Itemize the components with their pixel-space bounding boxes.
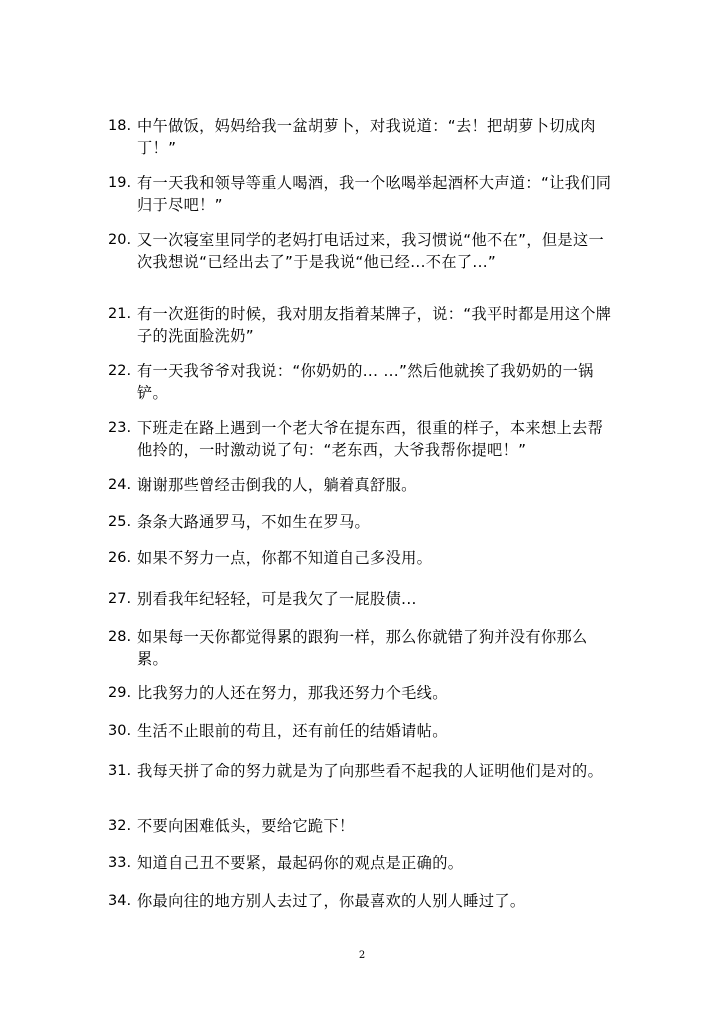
item-text: 又一次寝室里同学的老妈打电话过来，我习惯说“他不在”，但是这一次我想说“已经出去了”于是我说“他已经...不在了...” bbox=[137, 231, 605, 271]
list-item bbox=[108, 360, 618, 404]
item-text: 谢谢那些曾经击倒我的人，躺着真舒服。 bbox=[137, 476, 417, 494]
list-item bbox=[108, 303, 618, 347]
item-number: 26. bbox=[108, 550, 132, 566]
item-number: 21. bbox=[108, 306, 132, 322]
item-number: 33. bbox=[108, 855, 132, 871]
item-number: 19. bbox=[108, 175, 132, 191]
item-text: 别看我年纪轻轻，可是我欠了一屁股债... bbox=[137, 590, 417, 608]
page-number: 2 bbox=[358, 950, 366, 961]
list-item bbox=[108, 760, 618, 782]
list-item bbox=[108, 815, 618, 837]
list-item bbox=[108, 511, 618, 533]
item-text: 有一天我爷爷对我说：“你奶奶的... ...”然后他就挨了我奶奶的一锅铲。 bbox=[137, 362, 594, 402]
item-number: 23. bbox=[108, 420, 132, 436]
item-number: 30. bbox=[108, 723, 132, 739]
item-number: 32. bbox=[108, 818, 132, 834]
item-text: 知道自己丑不要紧，最起码你的观点是正确的。 bbox=[137, 854, 464, 872]
item-text: 如果不努力一点，你都不知道自己多没用。 bbox=[137, 549, 433, 567]
list-item bbox=[108, 417, 618, 461]
item-text: 你最向往的地方别人去过了，你最喜欢的人别人睡过了。 bbox=[137, 892, 526, 910]
item-text: 如果每一天你都觉得累的跟狗一样，那么你就错了狗并没有你那么累。 bbox=[137, 628, 588, 668]
item-number: 27. bbox=[108, 591, 132, 607]
list-item bbox=[108, 115, 618, 159]
item-text: 不要向困难低头，要给它跪下！ bbox=[137, 817, 355, 835]
item-text: 有一次逛街的时候，我对朋友指着某牌子，说：“我平时都是用这个牌子的洗面脸洗奶” bbox=[137, 305, 612, 345]
list-item bbox=[108, 172, 618, 216]
item-text: 比我努力的人还在努力，那我还努力个毛线。 bbox=[137, 684, 448, 702]
list-item bbox=[108, 547, 618, 569]
item-text: 有一天我和领导等重人喝酒，我一个吆喝举起酒杯大声道：“让我们同归于尽吧！” bbox=[137, 174, 612, 214]
list-item bbox=[108, 720, 618, 742]
list-item bbox=[108, 588, 618, 610]
item-text: 下班走在路上遇到一个老大爷在提东西，很重的样子，本来想上去帮他拎的，一时激动说了句：“老东西，大爷我帮你提吧！” bbox=[137, 419, 604, 459]
item-text: 中午做饭，妈妈给我一盆胡萝卜，对我说道：“去！把胡萝卜切成肉丁！” bbox=[137, 117, 596, 157]
list-item bbox=[108, 852, 618, 874]
item-text: 我每天拼了命的努力就是为了向那些看不起我的人证明他们是对的。 bbox=[137, 762, 604, 780]
item-text: 条条大路通罗马，不如生在罗马。 bbox=[137, 513, 371, 531]
list-item bbox=[108, 890, 618, 912]
list-item bbox=[108, 626, 618, 670]
item-number: 24. bbox=[108, 477, 132, 493]
item-number: 29. bbox=[108, 685, 132, 701]
list-item bbox=[108, 474, 618, 496]
list-item bbox=[108, 229, 618, 273]
item-number: 20. bbox=[108, 232, 132, 248]
item-text: 生活不止眼前的苟且，还有前任的结婚请帖。 bbox=[137, 722, 448, 740]
item-number: 31. bbox=[108, 763, 132, 779]
item-number: 25. bbox=[108, 514, 132, 530]
item-number: 28. bbox=[108, 629, 132, 645]
item-number: 18. bbox=[108, 118, 132, 134]
item-number: 34. bbox=[108, 893, 132, 909]
list-item bbox=[108, 682, 618, 704]
item-number: 22. bbox=[108, 363, 132, 379]
